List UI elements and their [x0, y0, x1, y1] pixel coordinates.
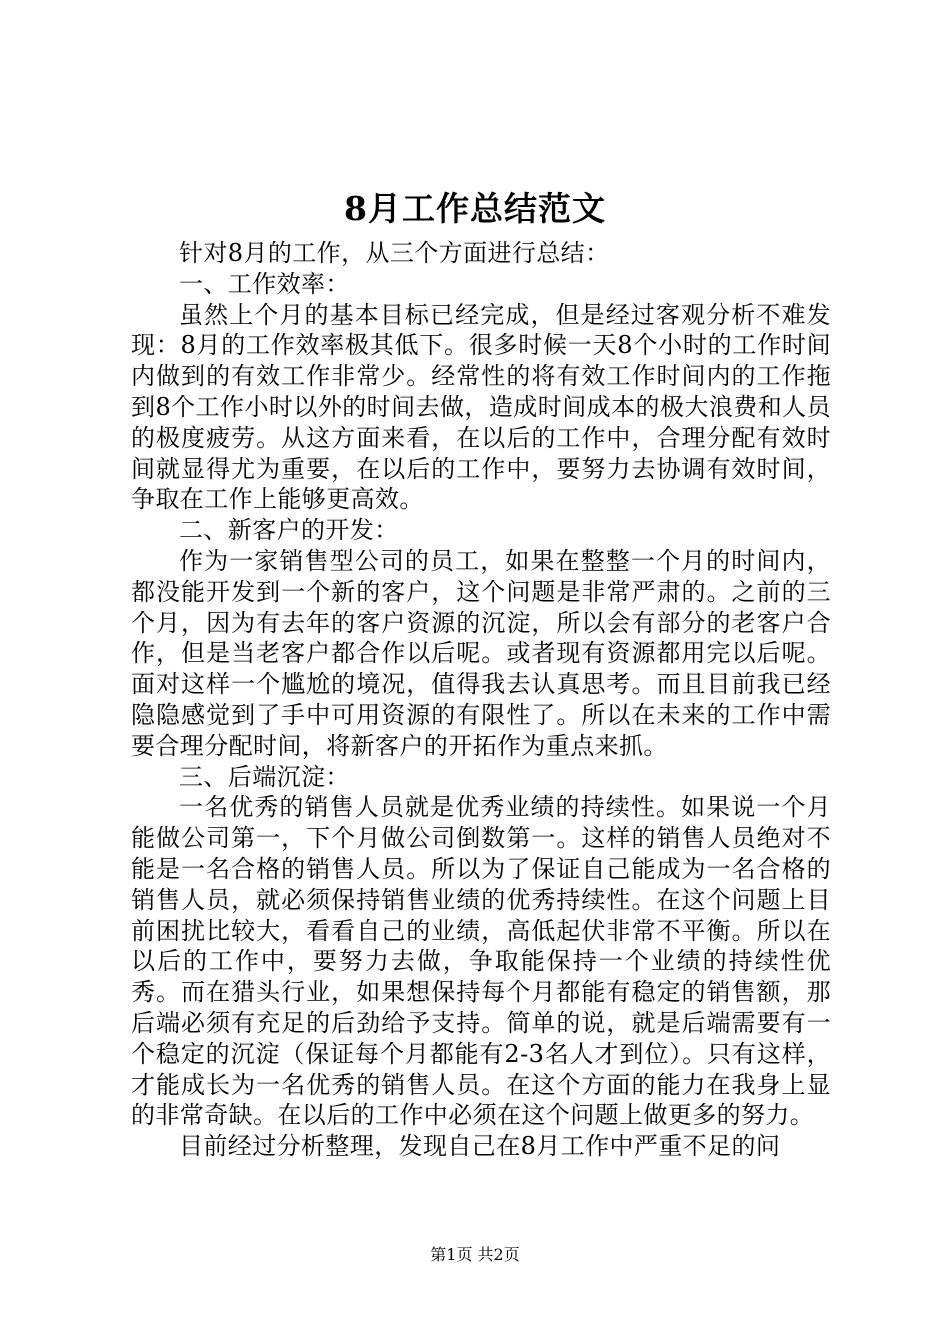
paragraph-efficiency: 虽然上个月的基本目标已经完成，但是经过客观分析不难发现：8月的工作效率极其低下。很多时候一天8个小时的工作时间内做到的有效工作非常少。经常性的将有效工作时间内的工作拖到8个工作小时以外的时间去做，造成时间成本的极大浪费和人员的极度疲劳。从这方面来看，在以后的工作中，合理分配有效时间就显得尤为重要，在以后的工作中，要努力去协调有效时间，争取在工作上能够更高效。: [131, 300, 831, 514]
paragraph-new-clients: 作为一家销售型公司的员工，如果在整整一个月的时间内，都没能开发到一个新的客户，这个问题是非常严肃的。之前的三个月，因为有去年的客户资源的沉淀，所以会有部分的老客户合作，但是当老客户都合作以后呢。或者现有资源都用完以后呢。面对这样一个尴尬的境况，值得我去认真思考。而且目前我已经隐隐感觉到了手中可用资源的有限性了。所以在未来的工作中需要合理分配时间，将新客户的开拓作为重点来抓。: [131, 546, 831, 760]
paragraph-conclusion: 目前经过分析整理，发现自己在8月工作中严重不足的问: [179, 1132, 781, 1161]
document-title: 8月工作总结范文: [344, 189, 606, 228]
document-body: [131, 238, 831, 1162]
paragraph-backend: 一名优秀的销售人员就是优秀业绩的持续性。如果说一个月能做公司第一，下个月做公司倒数第一。这样的销售人员绝对不能是一名合格的销售人员。所以为了保证自己能成为一名合格的销售人员，就必须保持销售业绩的优秀持续性。在这个问题上目前困扰比较大，看看自己的业绩，高低起伏非常不平衡。所以在以后的工作中，要努力去做，争取能保持一个业绩的持续性优秀。而在猎头行业，如果想保持每个月都能有稳定的销售额，那后端必须有充足的后劲给予支持。简单的说，就是后端需要有一个稳定的沉淀（保证每个月都能有2-3名人才到位）。只有这样，才能成长为一名优秀的销售人员。在这个方面的能力在我身上显的非常奇缺。在以后的工作中必须在这个问题上做更多的努力。: [131, 793, 831, 1130]
section-heading-new-clients: 二、新客户的开发：: [179, 516, 399, 545]
page-footer: 第1页 共2页: [430, 1245, 520, 1264]
intro-paragraph: 针对8月的工作，从三个方面进行总结：: [179, 239, 610, 267]
section-heading-efficiency: 一、工作效率：: [179, 269, 350, 298]
section-heading-backend: 三、后端沉淀：: [179, 762, 350, 791]
